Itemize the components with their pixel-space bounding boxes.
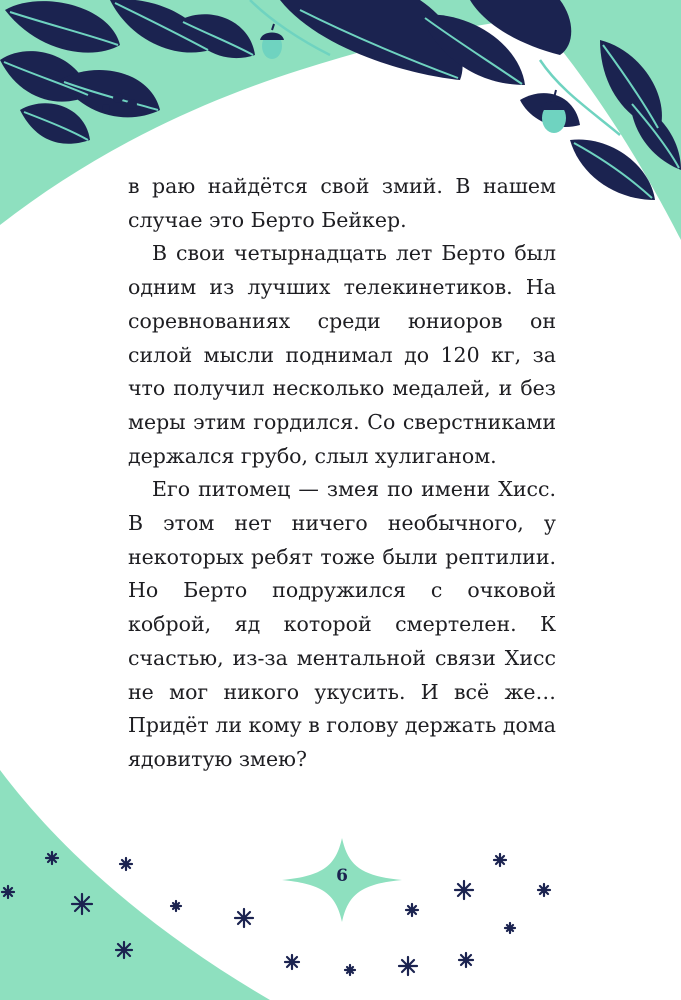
paragraph: в раю найдётся свой змий. В нашем случае это Берто Бейкер. xyxy=(128,174,556,232)
page-number: 6 xyxy=(336,866,348,886)
paragraph: В свои четырнадцать лет Берто был одним из лучших телекинетиков. На соревнованиях среди юниоров он силой мысли поднимал до 120 кг, за что получил несколько медалей, и без меры этим гордился. Со сверстниками держался грубо, слыл хулиганом. xyxy=(128,241,556,468)
paragraph: Его питомец — змея по имени Хисс. В этом нет ничего необычного, у некоторых ребят тоже были рептилии. Но Берто подружился с очковой коброй, яд которой смертелен. К счастью, из-за ментальной связи Хисс не мог никого укусить. И всё же… Придёт ли кому в голову держать дома ядовитую змею? xyxy=(128,477,556,771)
body-text xyxy=(128,170,556,777)
bottom-mint-band xyxy=(0,770,270,1000)
